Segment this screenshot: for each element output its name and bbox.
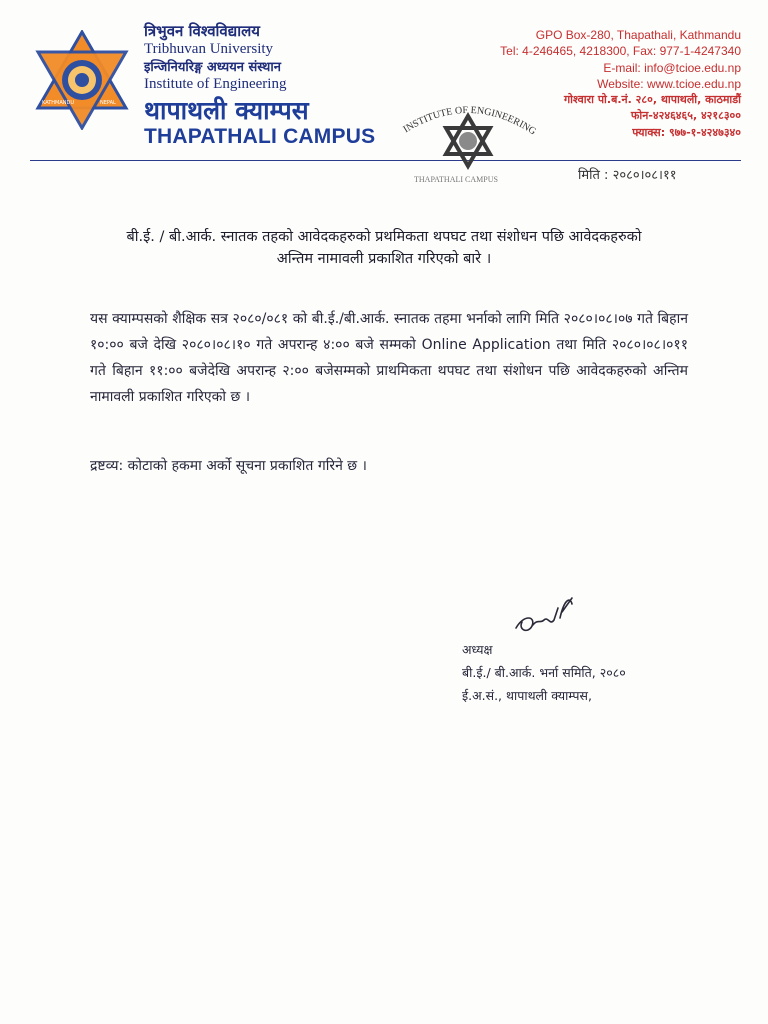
campus-name-en: THAPATHALI CAMPUS — [144, 125, 376, 148]
letterhead-institution — [144, 24, 375, 147]
institute-name-en: Institute of Engineering — [144, 76, 287, 92]
university-name-en: Tribhuvan University — [144, 41, 274, 57]
signature-block — [462, 638, 626, 707]
header-divider — [30, 160, 741, 161]
logo-text-right: NEPAL — [100, 100, 116, 106]
fax-np: फ्याक्स: ९७७-१-४२४७३४० — [632, 125, 741, 139]
postal-address: GPO Box-280, Thapathali, Kathmandu — [535, 28, 741, 42]
phone-np: फोन-४२४६४६५, ४२१८३०० — [630, 109, 741, 123]
institute-seal-stamp — [388, 98, 548, 190]
postal-address-np: गोश्वारा पो.ब.नं. २८०, थापाथली, काठमाडौं — [563, 93, 741, 107]
notice-body: यस क्याम्पसको शैक्षिक सत्र २०८०/०८१ को बी.ई./बी.आर्क. स्नातक तहमा भर्नाको लागि मिति २०८०।०८।०७ गते बिहान १०:०० बजे देखि २०८०।०८।१० गते अपरान्ह ४:०० बजे सम्मको Online Application तथा मिति २०८०।०८।०११ गते बिहान ११:०० बजेदेखि अपरान्ह २:०० बजेसम्मको प्राथमिकता थपघट तथा संशोधन पछि आवेदकहरुको अन्तिम नामावली प्रकाशित गरिएको छ । — [90, 311, 688, 405]
website: Website: www.tcioe.edu.np — [597, 76, 741, 91]
seal-arc-text: INSTITUTE OF ENGINEERING — [401, 104, 538, 138]
telephone-fax: Tel: 4-246465, 4218300, Fax: 977-1-4247340 — [500, 44, 741, 59]
handwritten-signature — [510, 590, 578, 640]
notice-note: द्रष्टव्य: कोटाको हकमा अर्को सूचना प्रकाशित गरिने छ । — [90, 458, 367, 474]
tribhuvan-university-logo — [34, 30, 130, 130]
signatory-role: अध्यक्ष — [462, 642, 493, 657]
seal-bottom-text: THAPATHALI CAMPUS — [414, 175, 498, 184]
notice-title-line-1: बी.ई. / बी.आर्क. स्नातक तहको आवेदकहरुको प्रथमिकता थपघट तथा संशोधन पछि आवेदकहरुको — [126, 229, 642, 245]
logo-text-left: KATHMANDU — [42, 100, 75, 106]
campus-name-np: थापाथली क्याम्पस — [144, 96, 309, 125]
notice-title — [40, 226, 728, 270]
notice-title-line-2: अन्तिम नामावली प्रकाशित गरिएको बारे । — [276, 251, 492, 267]
university-name-np: त्रिभुवन विश्वविद्यालय — [144, 22, 260, 40]
email: E-mail: info@tcioe.edu.np — [603, 60, 741, 75]
committee-name: बी.ई./ बी.आर्क. भर्ना समिति, २०८० — [462, 665, 626, 680]
date-line: मिति : २०८०।०८।११ — [578, 168, 677, 183]
office-name: ई.अ.सं., थापाथली क्याम्पस, — [462, 688, 592, 703]
institute-name-np: इन्जिनियरिङ्ग अध्ययन संस्थान — [144, 60, 281, 75]
